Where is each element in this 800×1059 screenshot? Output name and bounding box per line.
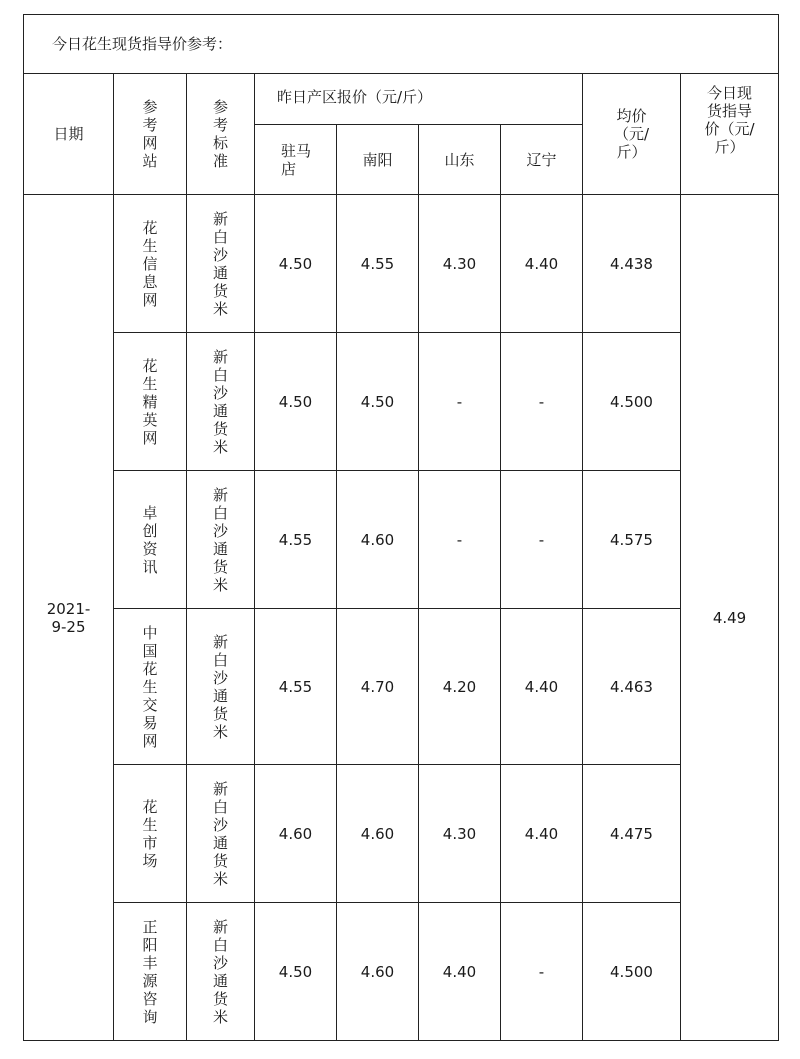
nanyang-cell: 4.70 (337, 609, 419, 765)
zhumadian-cell: 4.60 (255, 765, 337, 903)
header-region-nanyang: 南阳 (337, 125, 419, 195)
zhumadian-cell: 4.50 (255, 903, 337, 1041)
header-today: 今日现货指导价（元/斤） (681, 74, 779, 195)
site-cell: 正阳丰源咨询 (114, 903, 187, 1041)
table-row (24, 609, 779, 765)
liaoning-cell: - (501, 471, 583, 609)
header-region-shandong: 山东 (419, 125, 501, 195)
header-site: 参考网站 (114, 74, 187, 195)
standard-cell: 新白沙通货米 (187, 903, 255, 1041)
standard-cell: 新白沙通货米 (187, 333, 255, 471)
zhumadian-cell: 4.50 (255, 195, 337, 333)
header-avg: 均价（元/斤） (583, 74, 681, 195)
table-row (24, 195, 779, 333)
header-region-zhumadian: 驻马店 (255, 125, 337, 195)
site-cell: 花生市场 (114, 765, 187, 903)
nanyang-cell: 4.55 (337, 195, 419, 333)
zhumadian-cell: 4.50 (255, 333, 337, 471)
price-table (23, 14, 779, 1041)
site-cell: 花生精英网 (114, 333, 187, 471)
standard-cell: 新白沙通货米 (187, 195, 255, 333)
site-cell: 卓创资讯 (114, 471, 187, 609)
zhumadian-cell: 4.55 (255, 471, 337, 609)
table-row (24, 903, 779, 1041)
nanyang-cell: 4.60 (337, 471, 419, 609)
shandong-cell: 4.30 (419, 195, 501, 333)
liaoning-cell: - (501, 333, 583, 471)
nanyang-cell: 4.50 (337, 333, 419, 471)
site-cell: 中国花生交易网 (114, 609, 187, 765)
shandong-cell: 4.30 (419, 765, 501, 903)
shandong-cell: - (419, 333, 501, 471)
header-region-liaoning: 辽宁 (501, 125, 583, 195)
table-row (24, 765, 779, 903)
table-title: 今日花生现货指导价参考： (24, 15, 779, 74)
liaoning-cell: - (501, 903, 583, 1041)
today-price-cell: 4.49 (681, 195, 779, 1041)
standard-cell: 新白沙通货米 (187, 471, 255, 609)
zhumadian-cell: 4.55 (255, 609, 337, 765)
date-cell: 2021-9-25 (24, 195, 114, 1041)
shandong-cell: 4.40 (419, 903, 501, 1041)
avg-cell: 4.500 (583, 903, 681, 1041)
avg-cell: 4.463 (583, 609, 681, 765)
nanyang-cell: 4.60 (337, 903, 419, 1041)
liaoning-cell: 4.40 (501, 609, 583, 765)
header-date: 日期 (24, 74, 114, 195)
nanyang-cell: 4.60 (337, 765, 419, 903)
standard-cell: 新白沙通货米 (187, 765, 255, 903)
avg-cell: 4.575 (583, 471, 681, 609)
site-cell: 花生信息网 (114, 195, 187, 333)
avg-cell: 4.475 (583, 765, 681, 903)
header-standard: 参考标准 (187, 74, 255, 195)
table-row (24, 471, 779, 609)
shandong-cell: 4.20 (419, 609, 501, 765)
shandong-cell: - (419, 471, 501, 609)
header-yesterday-group: 昨日产区报价（元/斤） (255, 74, 583, 125)
avg-cell: 4.438 (583, 195, 681, 333)
standard-cell: 新白沙通货米 (187, 609, 255, 765)
table-row (24, 333, 779, 471)
liaoning-cell: 4.40 (501, 195, 583, 333)
liaoning-cell: 4.40 (501, 765, 583, 903)
avg-cell: 4.500 (583, 333, 681, 471)
